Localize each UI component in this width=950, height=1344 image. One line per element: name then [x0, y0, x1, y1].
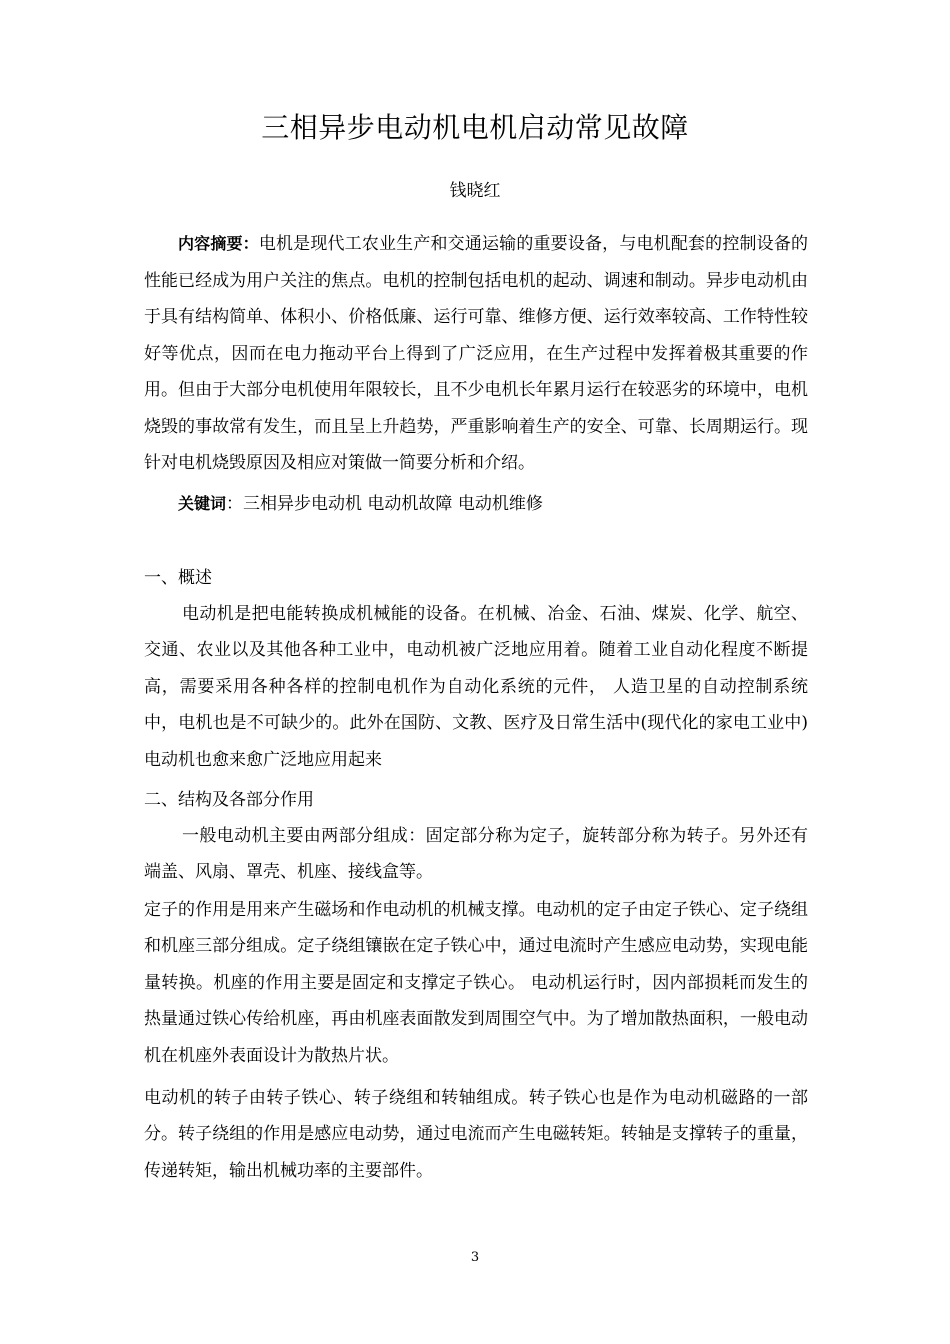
rotor-paragraph: 电动机的转子由转子铁心、转子绕组和转轴组成。转子铁心也是作为电动机磁路的一部分。转子绕组的作用是感应电动势，通过电流而产生电磁转矩。转轴是支撑转子的重量，传递转矩，输出机械功率的主要部件。 [144, 1088, 808, 1181]
keywords-label: 关键词 [178, 494, 227, 513]
stator-paragraph: 定子的作用是用来产生磁场和作电动机的机械支撑。电动机的定子由定子铁心、定子绕组和机座三部分组成。定子绕组镶嵌在定子铁心中，通过电流时产生感应电动势，实现电能量转换。机座的作用主要是固定和支撑定子铁心。 电动机运行时，因内部损耗而发生的热量通过铁心传给机座，再由机座表面散发到周围空气中。为了增加散热面积，一般电动机在机座外表面设计为散热片状。 [144, 900, 808, 1066]
overview-paragraph: 电动机是把电能转换成机械能的设备。在机械、冶金、石油、煤炭、化学、航空、交通、农业以及其他各种工业中，电动机被广泛地应用着。随着工业自动化程度不断提高，需要采用各种各样的控制电机作为自动化系统的元件， 人造卫星的自动控制系统中，电机也是不可缺少的。此外在国防、文教、医疗及日常生活中(现代化的家电工业中)电动机也愈来愈广泛地应用起来 [144, 604, 808, 770]
abstract-label: 内容摘要： [178, 234, 259, 253]
document-title: 三相异步电动机电机启动常见故障 [261, 111, 689, 144]
section-heading-structure: 二、结构及各部分作用 [144, 790, 314, 810]
section-heading-overview: 一、概述 [144, 568, 212, 588]
structure-paragraph: 一般电动机主要由两部分组成：固定部分称为定子，旋转部分称为转子。另外还有端盖、风扇、罩壳、机座、接线盒等。 [144, 826, 808, 883]
keywords-line [178, 486, 798, 522]
author-name: 钱晓红 [449, 181, 501, 201]
page-number: 3 [470, 1250, 480, 1265]
abstract-text: 电机是现代工农业生产和交通运输的重要设备，与电机配套的控制设备的性能已经成为用户关注的焦点。电机的控制包括电机的起动、调速和制动。异步电动机由于具有结构简单、体积小、价格低廉、运行可靠、维修方便、运行效率较高、工作特性较好等优点，因而在电力拖动平台上得到了广泛应用，在生产过程中发挥着极其重要的作用。但由于大部分电机使用年限较长，且不少电机长年累月运行在较恶劣的环境中，电机烧毁的事故常有发生，而且呈上升趋势，严重影响着生产的安全、可靠、长周期运行。现针对电机烧毁原因及相应对策做一简要分析和介绍。 [144, 234, 808, 473]
abstract-paragraph [144, 226, 808, 482]
keywords-text: ：三相异步电动机 电动机故障 电动机维修 [226, 494, 543, 514]
